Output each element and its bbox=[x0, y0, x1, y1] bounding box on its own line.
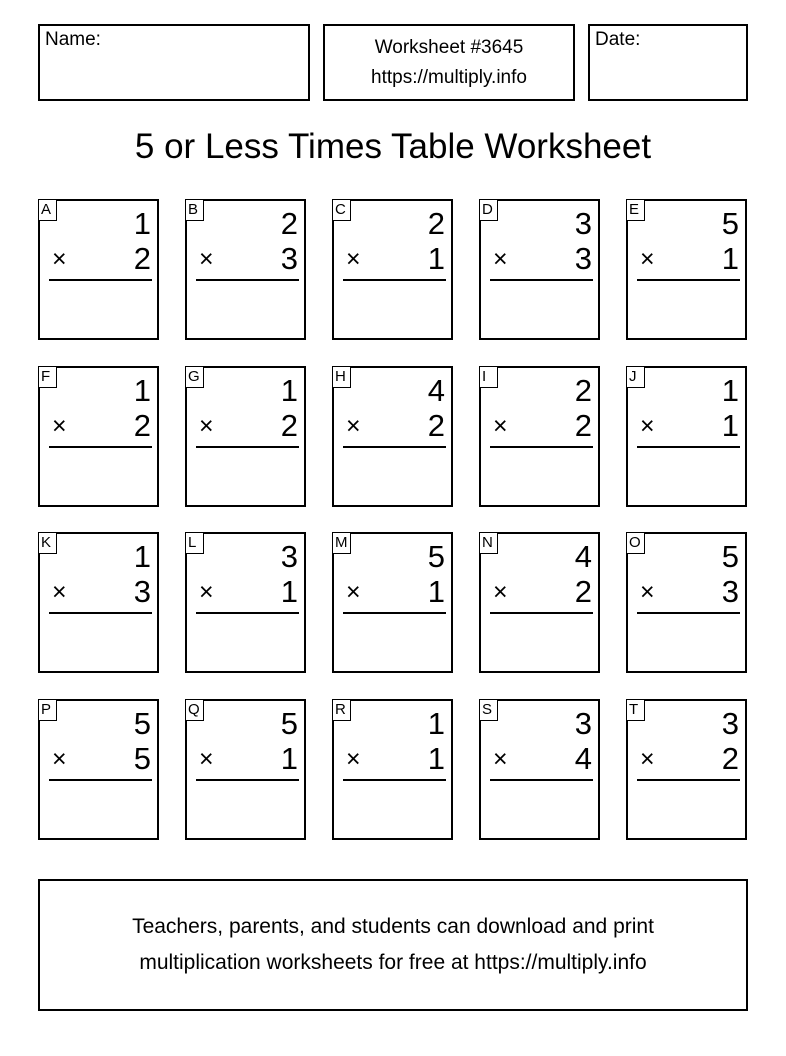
problem-label: M bbox=[332, 532, 351, 554]
footer-line-1: Teachers, parents, and students can download and print bbox=[132, 915, 654, 938]
problem-card bbox=[479, 699, 600, 840]
problem-multiplier: 1 bbox=[280, 741, 298, 776]
problem-multiplicand: 3 bbox=[721, 706, 739, 741]
answer-line bbox=[196, 279, 299, 281]
times-sign: × bbox=[52, 745, 67, 773]
problem-multiplier: 1 bbox=[427, 241, 445, 276]
problem-card bbox=[479, 532, 600, 673]
problem-multiplier: 3 bbox=[574, 241, 592, 276]
times-sign: × bbox=[199, 245, 214, 273]
problem-multiplicand: 2 bbox=[427, 206, 445, 241]
problem-multiplier: 1 bbox=[721, 408, 739, 443]
problem-multiplicand: 2 bbox=[574, 373, 592, 408]
answer-line bbox=[49, 446, 152, 448]
footer-box bbox=[38, 879, 748, 1011]
times-sign: × bbox=[493, 578, 508, 606]
problem-label: H bbox=[332, 366, 351, 388]
problem-card bbox=[332, 366, 453, 507]
problem-label: D bbox=[479, 199, 498, 221]
times-sign: × bbox=[640, 245, 655, 273]
times-sign: × bbox=[346, 245, 361, 273]
problem-multiplicand: 5 bbox=[133, 706, 151, 741]
problem-multiplicand: 5 bbox=[280, 706, 298, 741]
problem-multiplier: 1 bbox=[721, 241, 739, 276]
times-sign: × bbox=[493, 745, 508, 773]
problem-multiplicand: 1 bbox=[427, 706, 445, 741]
times-sign: × bbox=[640, 578, 655, 606]
problem-multiplier: 3 bbox=[280, 241, 298, 276]
worksheet-number: Worksheet #3645 bbox=[374, 37, 524, 58]
problem-multiplicand: 1 bbox=[133, 373, 151, 408]
problem-card bbox=[185, 532, 306, 673]
name-label: Name: bbox=[45, 29, 101, 50]
problem-multiplicand: 2 bbox=[280, 206, 298, 241]
times-sign: × bbox=[493, 245, 508, 273]
times-sign: × bbox=[199, 745, 214, 773]
times-sign: × bbox=[199, 412, 214, 440]
page-title: 5 or Less Times Table Worksheet bbox=[134, 127, 652, 166]
problem-card bbox=[185, 366, 306, 507]
answer-line bbox=[49, 779, 152, 781]
problem-multiplier: 2 bbox=[133, 241, 151, 276]
problem-multiplier: 3 bbox=[133, 574, 151, 609]
answer-line bbox=[49, 612, 152, 614]
problem-multiplicand: 3 bbox=[574, 706, 592, 741]
problem-label: R bbox=[332, 699, 351, 721]
problem-card bbox=[332, 532, 453, 673]
answer-line bbox=[196, 446, 299, 448]
problem-multiplier: 2 bbox=[574, 574, 592, 609]
answer-line bbox=[343, 779, 446, 781]
answer-line bbox=[637, 779, 740, 781]
answer-line bbox=[49, 279, 152, 281]
times-sign: × bbox=[52, 578, 67, 606]
problem-label: N bbox=[479, 532, 498, 554]
problem-multiplicand: 4 bbox=[427, 373, 445, 408]
problem-card bbox=[479, 366, 600, 507]
problem-label: F bbox=[38, 366, 57, 388]
problem-label: C bbox=[332, 199, 351, 221]
problem-multiplier: 1 bbox=[427, 741, 445, 776]
problem-label: P bbox=[38, 699, 57, 721]
problem-label: G bbox=[185, 366, 204, 388]
problem-card bbox=[332, 199, 453, 340]
problem-multiplicand: 5 bbox=[721, 206, 739, 241]
problem-label: B bbox=[185, 199, 204, 221]
problem-multiplicand: 1 bbox=[133, 206, 151, 241]
problem-multiplier: 2 bbox=[280, 408, 298, 443]
answer-line bbox=[196, 779, 299, 781]
problem-multiplicand: 4 bbox=[574, 539, 592, 574]
problem-multiplicand: 3 bbox=[574, 206, 592, 241]
problem-label: I bbox=[479, 366, 498, 388]
answer-line bbox=[343, 446, 446, 448]
times-sign: × bbox=[346, 578, 361, 606]
problem-multiplicand: 3 bbox=[280, 539, 298, 574]
problem-multiplicand: 1 bbox=[280, 373, 298, 408]
problem-label: J bbox=[626, 366, 645, 388]
problem-multiplier: 5 bbox=[133, 741, 151, 776]
answer-line bbox=[343, 612, 446, 614]
answer-line bbox=[490, 612, 593, 614]
problem-label: T bbox=[626, 699, 645, 721]
problem-label: S bbox=[479, 699, 498, 721]
times-sign: × bbox=[52, 245, 67, 273]
problem-card bbox=[626, 199, 747, 340]
problem-multiplier: 1 bbox=[427, 574, 445, 609]
problem-multiplicand: 5 bbox=[427, 539, 445, 574]
answer-line bbox=[490, 779, 593, 781]
problem-label: A bbox=[38, 199, 57, 221]
problem-multiplier: 4 bbox=[574, 741, 592, 776]
problem-label: O bbox=[626, 532, 645, 554]
answer-line bbox=[490, 279, 593, 281]
answer-line bbox=[637, 446, 740, 448]
problem-multiplier: 2 bbox=[574, 408, 592, 443]
problem-multiplier: 3 bbox=[721, 574, 739, 609]
footer-line-2: multiplication worksheets for free at https://multiply.info bbox=[139, 951, 647, 974]
problem-label: K bbox=[38, 532, 57, 554]
problem-card bbox=[38, 532, 159, 673]
times-sign: × bbox=[493, 412, 508, 440]
times-sign: × bbox=[640, 745, 655, 773]
times-sign: × bbox=[346, 745, 361, 773]
answer-line bbox=[637, 279, 740, 281]
problem-label: Q bbox=[185, 699, 204, 721]
problem-multiplier: 2 bbox=[133, 408, 151, 443]
problem-label: L bbox=[185, 532, 204, 554]
problem-card bbox=[626, 532, 747, 673]
problem-card bbox=[185, 199, 306, 340]
problem-multiplier: 1 bbox=[280, 574, 298, 609]
answer-line bbox=[490, 446, 593, 448]
date-label: Date: bbox=[595, 29, 641, 50]
problem-multiplicand: 1 bbox=[133, 539, 151, 574]
answer-line bbox=[196, 612, 299, 614]
times-sign: × bbox=[199, 578, 214, 606]
times-sign: × bbox=[346, 412, 361, 440]
problem-label: E bbox=[626, 199, 645, 221]
problem-card bbox=[479, 199, 600, 340]
problem-card bbox=[332, 699, 453, 840]
answer-line bbox=[637, 612, 740, 614]
worksheet-url: https://multiply.info bbox=[371, 67, 527, 88]
problem-card bbox=[626, 366, 747, 507]
answer-line bbox=[343, 279, 446, 281]
problem-card bbox=[38, 699, 159, 840]
problem-multiplier: 2 bbox=[427, 408, 445, 443]
times-sign: × bbox=[640, 412, 655, 440]
problem-card bbox=[38, 199, 159, 340]
problem-card bbox=[626, 699, 747, 840]
problem-card bbox=[185, 699, 306, 840]
times-sign: × bbox=[52, 412, 67, 440]
problem-multiplicand: 1 bbox=[721, 373, 739, 408]
problem-multiplicand: 5 bbox=[721, 539, 739, 574]
problem-card bbox=[38, 366, 159, 507]
problem-multiplier: 2 bbox=[721, 741, 739, 776]
